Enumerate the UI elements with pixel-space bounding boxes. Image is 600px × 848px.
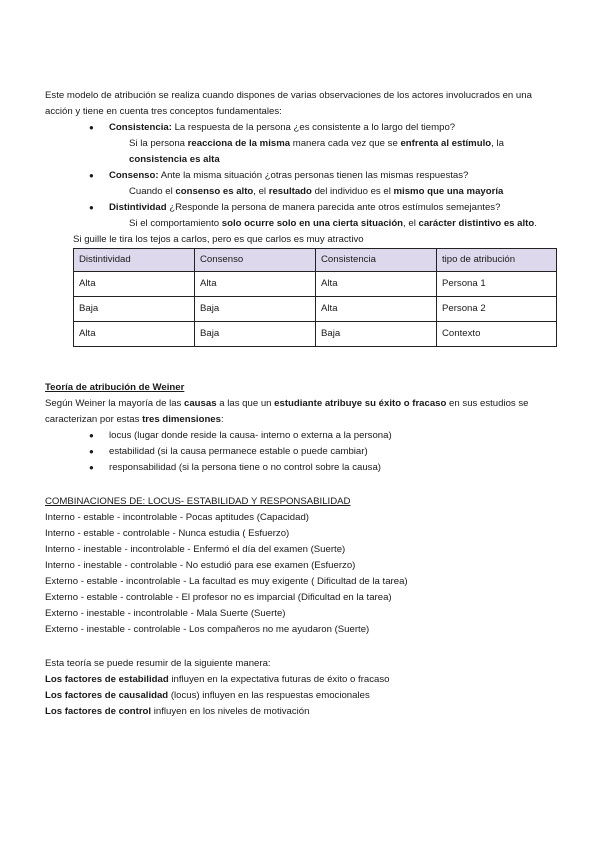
concept-term: Distintividad <box>109 202 167 213</box>
intro-line-2: acción y tiene en cuenta tres conceptos fundamentales: <box>45 106 282 117</box>
summary-line <box>45 672 560 688</box>
table-cell: Alta <box>74 322 195 347</box>
summary-line <box>45 704 560 720</box>
combination-item: Externo - estable - incontrolable - La facultad es muy exigente ( Dificultad de la tarea) <box>45 576 408 587</box>
summary-rest: influyen en los niveles de motivación <box>151 706 310 717</box>
table-header-cell: Distintividad <box>74 249 195 272</box>
bold-run: mismo que una mayoría <box>393 186 504 197</box>
concept-term: Consenso: <box>109 170 159 181</box>
dimension-item: ● locus (lugar donde reside la causa- interno o externa a la persona) <box>89 428 559 444</box>
intro-line-1: Este modelo de atribución se realiza cuando dispones de varias observaciones de los actores involucrados en una <box>45 90 532 101</box>
dimensions-list <box>89 428 559 476</box>
concept-explanation <box>109 184 559 200</box>
bold-run: estudiante atribuye su éxito o fracaso <box>274 398 447 409</box>
combination-item: Externo - inestable - controlable - Los compañeros no me ayudaron (Suerte) <box>45 624 370 635</box>
table-row <box>74 272 557 297</box>
concept-question: La respuesta de la persona ¿es consistente a lo largo del tiempo? <box>171 122 456 133</box>
bold-run: solo ocurre solo en una cierta situación <box>221 218 404 229</box>
concept-question: ¿Responde la persona de manera parecida ante otros estímulos semejantes? <box>166 202 501 213</box>
concept-question: Ante la misma situación ¿otras personas tienen las mismas respuestas? <box>158 170 469 181</box>
table-cell: Alta <box>316 272 437 297</box>
table-cell: Baja <box>316 322 437 347</box>
summary-intro: Esta teoría se puede resumir de la siguiente manera: <box>45 658 271 669</box>
table-row <box>74 322 557 347</box>
combination-item: Interno - estable - incontrolable - Pocas aptitudes (Capacidad) <box>45 512 309 523</box>
text-run: caracterizan por estas <box>45 414 143 425</box>
table-cell: Alta <box>74 272 195 297</box>
bold-run: tres dimensiones <box>142 414 221 425</box>
summary-section <box>45 656 560 720</box>
combination-item: Interno - estable - controlable - Nunca estudia ( Esfuerzo) <box>45 528 290 539</box>
bold-run: consistencia es alta <box>129 154 220 165</box>
table-cell: Persona 2 <box>437 297 557 322</box>
example-line: Si guille le tira los tejos a carlos, pero es que carlos es muy atractivo <box>73 234 364 245</box>
weiner-title: Teoría de atribución de Weiner <box>45 382 185 393</box>
text-run: , el <box>253 186 269 197</box>
text-run: Cuando el <box>129 186 176 197</box>
table-header-cell: tipo de atribución <box>437 249 557 272</box>
concept-term: Consistencia: <box>109 122 172 133</box>
concepts-list <box>89 120 559 232</box>
text-run: manera cada vez que se <box>290 138 401 149</box>
weiner-section <box>45 380 560 428</box>
text-run: Si la persona <box>129 138 188 149</box>
table-cell: Baja <box>195 322 316 347</box>
bold-run: consenso es alto <box>175 186 254 197</box>
concept-item <box>89 200 559 232</box>
text-run: : <box>220 414 224 425</box>
combination-item: Interno - inestable - incontrolable - Enfermó el día del examen (Suerte) <box>45 544 346 555</box>
table-header-cell: Consistencia <box>316 249 437 272</box>
text-run: , el <box>403 218 419 229</box>
table-row <box>74 297 557 322</box>
text-run: Si el comportamiento <box>129 218 222 229</box>
bold-run: carácter distintivo es alto <box>418 218 535 229</box>
table-header-cell: Consenso <box>195 249 316 272</box>
table-cell: Alta <box>195 272 316 297</box>
text-run: Según Weiner la mayoría de las <box>45 398 185 409</box>
summary-term: Los factores de causalidad <box>45 690 169 701</box>
combinations-section <box>45 494 560 638</box>
text-run: en sus estudios se <box>446 398 529 409</box>
concept-explanation <box>109 216 559 232</box>
summary-line <box>45 688 560 704</box>
intro-paragraph <box>45 88 560 120</box>
bold-run: reacciona de la misma <box>187 138 291 149</box>
bold-run: resultado <box>268 186 312 197</box>
text-run: a las que un <box>216 398 275 409</box>
table-cell: Baja <box>74 297 195 322</box>
table-cell: Persona 1 <box>437 272 557 297</box>
concept-item <box>89 168 559 200</box>
dimension-item: ● estabilidad (si la causa permanece estable o puede cambiar) <box>89 444 559 460</box>
summary-rest: (locus) influyen en las respuestas emocionales <box>168 690 370 701</box>
table-header-row <box>74 249 557 272</box>
summary-term: Los factores de control <box>45 706 152 717</box>
attribution-table <box>73 248 557 347</box>
summary-term: Los factores de estabilidad <box>45 674 169 685</box>
combination-item: Interno - inestable - controlable - No estudió para ese examen (Esfuerzo) <box>45 560 356 571</box>
concept-item <box>89 120 559 168</box>
bold-run: causas <box>184 398 217 409</box>
dimension-item: ● responsabilidad (si la persona tiene o no control sobre la causa) <box>89 460 559 476</box>
text-run: del individuo es el <box>311 186 394 197</box>
concept-explanation <box>109 136 559 168</box>
text-run: . <box>534 218 537 229</box>
table-cell: Baja <box>195 297 316 322</box>
combination-item: Externo - inestable - incontrolable - Mala Suerte (Suerte) <box>45 608 286 619</box>
text-run: , la <box>491 138 504 149</box>
summary-rest: influyen en la expectativa futuras de éxito o fracaso <box>168 674 390 685</box>
combination-item: Externo - estable - controlable - El profesor no es imparcial (Dificultad en la tarea) <box>45 592 392 603</box>
bold-run: enfrenta al estímulo <box>400 138 492 149</box>
combinations-title: COMBINACIONES DE: LOCUS- ESTABILIDAD Y RESPONSABILIDAD <box>45 496 351 507</box>
table-cell: Alta <box>316 297 437 322</box>
weiner-intro-line-1 <box>45 396 560 412</box>
weiner-intro-line-2 <box>45 412 560 428</box>
table-cell: Contexto <box>437 322 557 347</box>
